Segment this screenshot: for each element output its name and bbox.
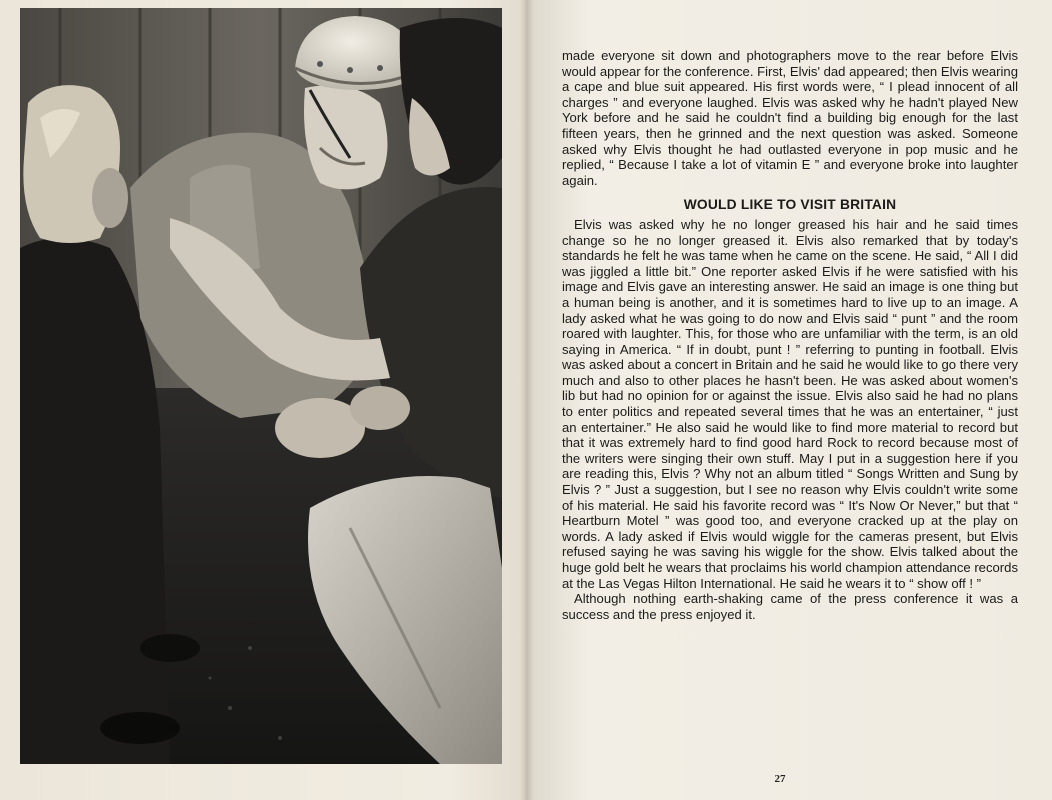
photograph-image xyxy=(20,8,502,764)
article-paragraph: Although nothing earth-shaking came of the press conference it was a success and the press enjoyed it. xyxy=(562,591,1018,622)
article-paragraph: Elvis was asked why he no longer greased his hair and he said times change so he no longer greased it. Elvis also remarked that by today's standards he felt he was tame when he came on the scene. He said, “ All I did was jiggled a little bit.” One reporter asked Elvis if he were satisfied with his image and Elvis gave an interesting answer. He said an image is one thing but a human being is another, and it is sometimes hard to live up to an image. A lady asked what he was going to do now and Elvis said “ punt ” and the room roared with laughter. This, for those who are unfamiliar with the term, is an old saying in America. “ If in doubt, punt ! ” referring to punting in football. Elvis was asked about a concert in Britain and he said he would like to go there very much and also to other places he hasn't been. He was asked about women's lib but had no opinion for or against the issue. Elvis also said he had no plans to enter politics and repeated several times that he was an entertainer, “ just an entertainer.” He also said he would like to find more material to record but that it was extremely hard to find good hard Rock to record because most of the writers were singing their own stuff. May I put in a suggestion here if you are reading this, Elvis ? Why not an album titled “ Songs Written and Sung by Elvis ? ” Just a suggestion, but I see no reason why Elvis couldn't write some of his material. He said his favorite record was “ It's Now Or Never,” but that “ Heartburn Motel ” was good too, and everyone cracked up at the play on words. A lady asked if Elvis would wiggle for the cameras present, but Elvis refused saying he was saving his wiggle for the show. Elvis talked about the huge gold belt he wears that proclaims his world champion attendance records at the Las Vegas Hilton International. He said he wears it to “ show off ! ” xyxy=(562,216,1018,591)
photograph xyxy=(20,8,502,764)
article-text xyxy=(562,48,1018,622)
article-paragraph: made everyone sit down and photographers move to the rear before Elvis would appear for the conference. First, Elvis' dad appeared; then Elvis wearing a cape and blue suit appeared. His first words were, “ I plead innocent of all charges ” and everyone laughed. Elvis was asked why he hadn't played New York before and he said he couldn't find a building big enough for the last fifteen years, then he grinned and the next question was asked. Someone asked why Elvis thought he had outlasted everyone in pop music and he replied, “ Because I take a lot of vitamin E ” and everyone broke into laughter again. xyxy=(562,48,1018,188)
page-gutter xyxy=(520,0,534,800)
page-number: 27 xyxy=(774,773,786,785)
section-heading: WOULD LIKE TO VISIT BRITAIN xyxy=(683,197,897,213)
